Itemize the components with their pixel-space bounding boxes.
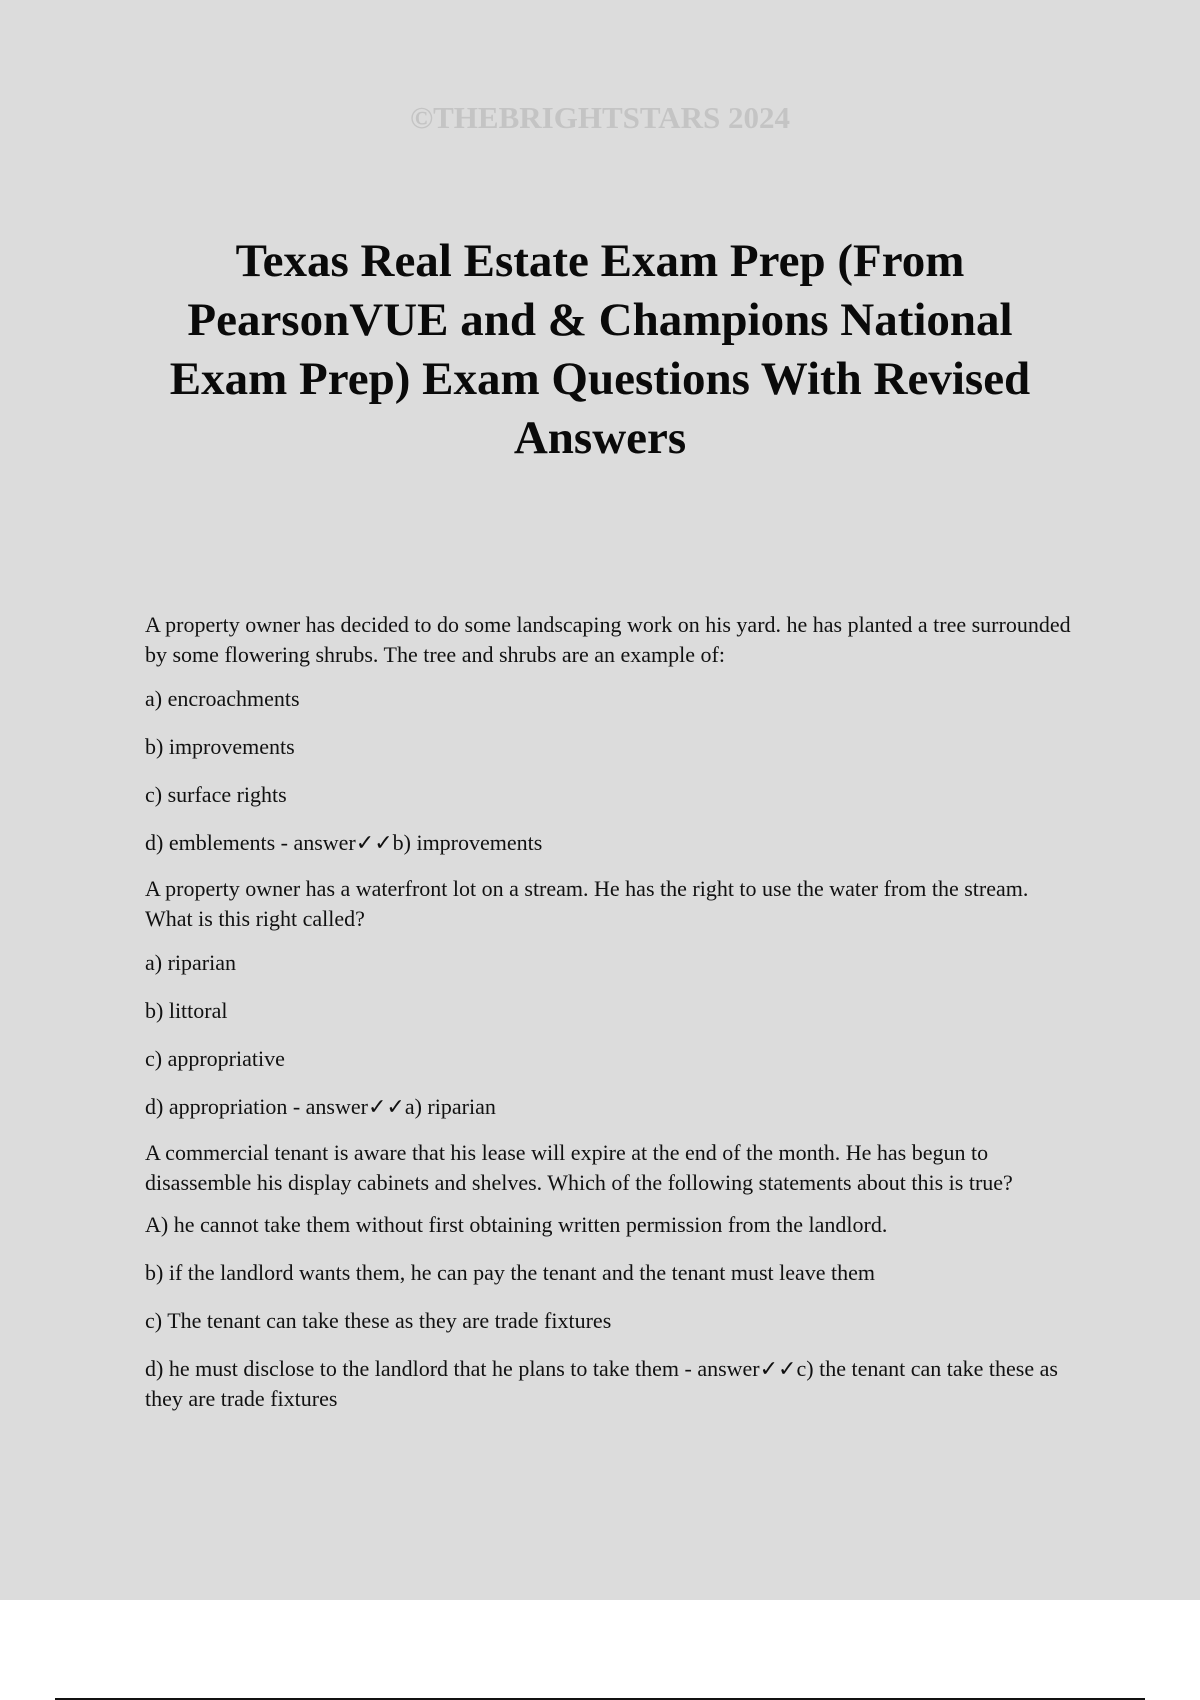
answer-option: b) littoral — [145, 998, 228, 1023]
questions-list — [145, 610, 1080, 1430]
answer-option-with-answer: d) emblements - answer✓✓b) improvements — [145, 830, 543, 855]
answer-option: b) improvements — [145, 734, 295, 759]
answer-option: c) The tenant can take these as they are trade fixtures — [145, 1308, 612, 1333]
answer-option: c) appropriative — [145, 1046, 285, 1071]
watermark: ©THEBRIGHTSTARS 2024 — [409, 100, 791, 135]
answer-option: c) surface rights — [145, 782, 287, 807]
question-block — [145, 874, 1080, 1122]
question-text: A commercial tenant is aware that his lease will expire at the end of the month. He has begun to disassemble his display cabinets and shelves. Which of the following statements about this is true? — [145, 1140, 1013, 1195]
answer-option: A) he cannot take them without first obtaining written permission from the landlord. — [145, 1212, 888, 1237]
answer-option: b) if the landlord wants them, he can pay the tenant and the tenant must leave them — [145, 1260, 876, 1285]
question-block — [145, 610, 1080, 858]
question-text: A property owner has decided to do some landscaping work on his yard. he has planted a tree surrounded by some flowering shrubs. The tree and shrubs are an example of: — [145, 612, 1071, 667]
answer-option-with-answer: d) appropriation - answer✓✓a) riparian — [145, 1094, 496, 1119]
answer-option-with-answer: d) he must disclose to the landlord that he plans to take them - answer✓✓c) the tenant can take these as they are trade fixtures — [145, 1356, 1058, 1411]
question-block — [145, 1138, 1080, 1414]
answer-option: a) encroachments — [145, 686, 300, 711]
question-text: A property owner has a waterfront lot on a stream. He has the right to use the water from the stream. What is this right called? — [145, 876, 1029, 931]
answer-option: a) riparian — [145, 950, 236, 975]
document-title: Texas Real Estate Exam Prep (From PearsonVUE and & Champions National Exam Prep) Exam Questions With Revised Answers — [169, 235, 1031, 464]
